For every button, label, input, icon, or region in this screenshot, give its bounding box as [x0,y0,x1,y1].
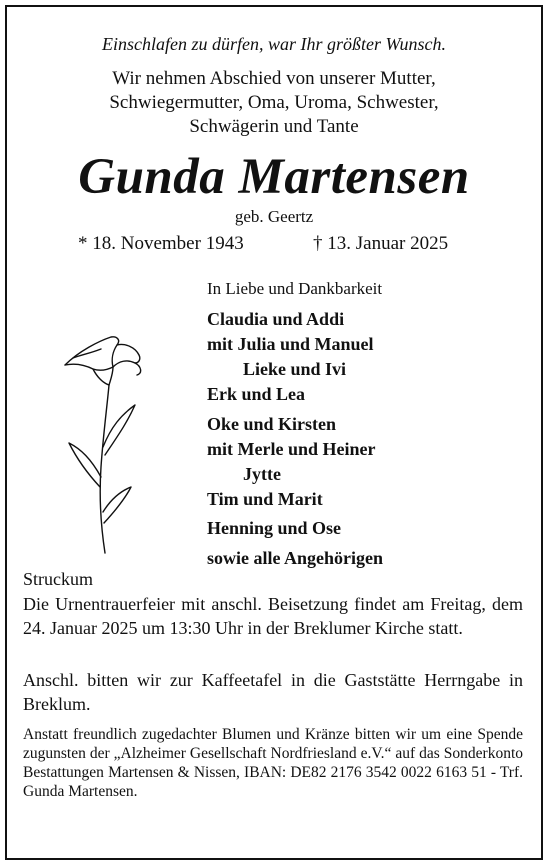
death-date: † 13. Januar 2025 [313,233,449,254]
family-line: Erk und Lea [207,384,306,404]
family-line: mit Julia und Manuel [207,334,374,354]
place-of-residence: Struckum [23,569,93,589]
birth-date: * 18. November 1943 [78,233,244,254]
intro-line: Wir nehmen Abschied von unserer Mutter, [112,68,436,89]
intro-line: Schwägerin und Tante [189,116,359,137]
intro-text [7,67,541,139]
obituary-card [5,5,543,860]
lily-flower-icon [51,327,151,557]
reception-text: Anschl. bitten wir zur Kaffeetafel in die Gaststätte Herrngabe in Breklum. [23,670,523,714]
deceased-name: Gunda Martensen [78,149,470,205]
family-line: Henning und Ose [207,518,342,538]
family-line: Lieke und Ivi [243,359,347,379]
family-line: sowie alle Angehörigen [207,548,383,568]
family-line: Claudia und Addi [207,309,345,329]
maiden-name: geb. Geertz [234,207,314,226]
family-line: Tim und Marit [207,489,323,509]
ceremony-text: Die Urnentrauerfeier mit anschl. Beisetzung findet am Freitag, dem 24. Januar 2025 um 13:30 Uhr in der Breklumer Kirche statt. [23,594,523,638]
donation-text: Anstatt freundlich zugedachter Blumen und Kränze bitten wir um eine Spende zugunsten der „Alzheimer Gesellschaft Nordfriesland e.V.“ auf das Sonderkonto Bestattungen Martensen & Nissen, IBAN: DE82 2176 3542 0022 6163 51 - Trf. Gunda Martensen. [23,726,523,800]
family-line: Jytte [243,464,281,484]
family-line: mit Merle und Heiner [207,439,376,459]
dedication: In Liebe und Dankbarkeit [207,279,383,298]
motto: Einschlafen zu dürfen, war Ihr größter Wunsch. [102,34,446,54]
family-line: Oke und Kirsten [207,414,337,434]
intro-line: Schwiegermutter, Oma, Uroma, Schwester, [109,92,439,113]
